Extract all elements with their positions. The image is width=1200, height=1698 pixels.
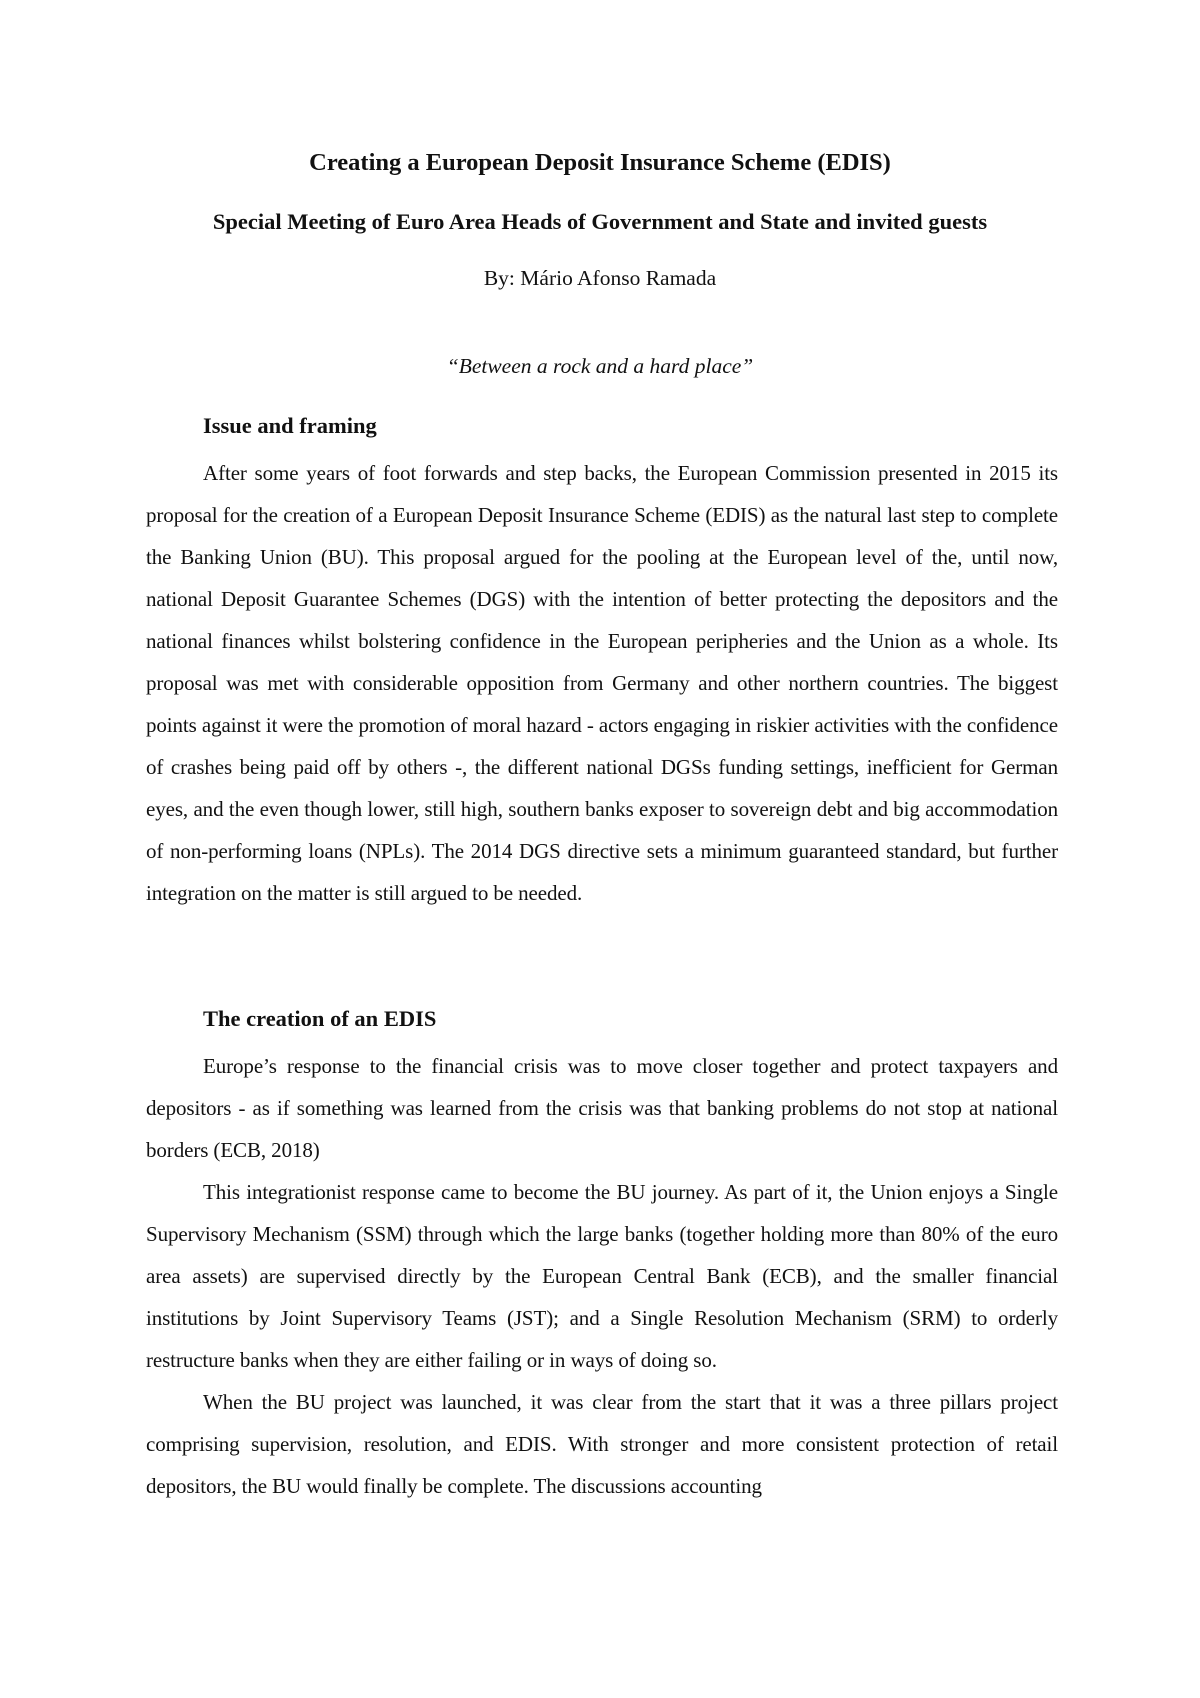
paragraph: Europe’s response to the financial crisis was to move closer together and protect taxpayers and depositors - as if something was learned from the crisis was that banking problems do not stop at national borders (ECB, 2018) [146,1054,1058,1162]
section-heading-issue-and-framing: Issue and framing [203,413,377,438]
section-heading-creation-of-edis: The creation of an EDIS [203,1006,437,1031]
section-body-issue-and-framing [146,452,1058,914]
epigraph-quote: “Between a rock and a hard place” [446,354,754,378]
paragraph: When the BU project was launched, it was clear from the start that it was a three pillars project comprising supervision, resolution, and EDIS. With stronger and more consistent protection of retail depositors, the BU would finally be complete. The discussions accounting [146,1390,1058,1498]
paragraph: This integrationist response came to become the BU journey. As part of it, the Union enjoys a Single Supervisory Mechanism (SSM) through which the large banks (together holding more than 80% of the euro area assets) are supervised directly by the European Central Bank (ECB), and the smaller financial institutions by Joint Supervisory Teams (JST); and a Single Resolution Mechanism (SRM) to orderly restructure banks when they are either failing or in ways of doing so. [146,1180,1058,1372]
document-subtitle: Special Meeting of Euro Area Heads of Government and State and invited guests [212,209,988,234]
section-body-creation-of-edis [146,1045,1058,1507]
author-byline: By: Mário Afonso Ramada [483,266,717,290]
paragraph: After some years of foot forwards and step backs, the European Commission presented in 2015 its proposal for the creation of a European Deposit Insurance Scheme (EDIS) as the natural last step to complete the Banking Union (BU). This proposal argued for the pooling at the European level of the, until now, national Deposit Guarantee Schemes (DGS) with the intention of better protecting the depositors and the national finances whilst bolstering confidence in the European peripheries and the Union as a whole. Its proposal was met with considerable opposition from Germany and other northern countries. The biggest points against it were the promotion of moral hazard - actors engaging in riskier activities with the confidence of crashes being paid off by others -, the different national DGSs funding settings, inefficient for German eyes, and the even though lower, still high, southern banks exposer to sovereign debt and big accommodation of non-performing loans (NPLs). The 2014 DGS directive sets a minimum guaranteed standard, but further integration on the matter is still argued to be needed. [146,461,1058,905]
document-title: Creating a European Deposit Insurance Scheme (EDIS) [309,149,891,176]
